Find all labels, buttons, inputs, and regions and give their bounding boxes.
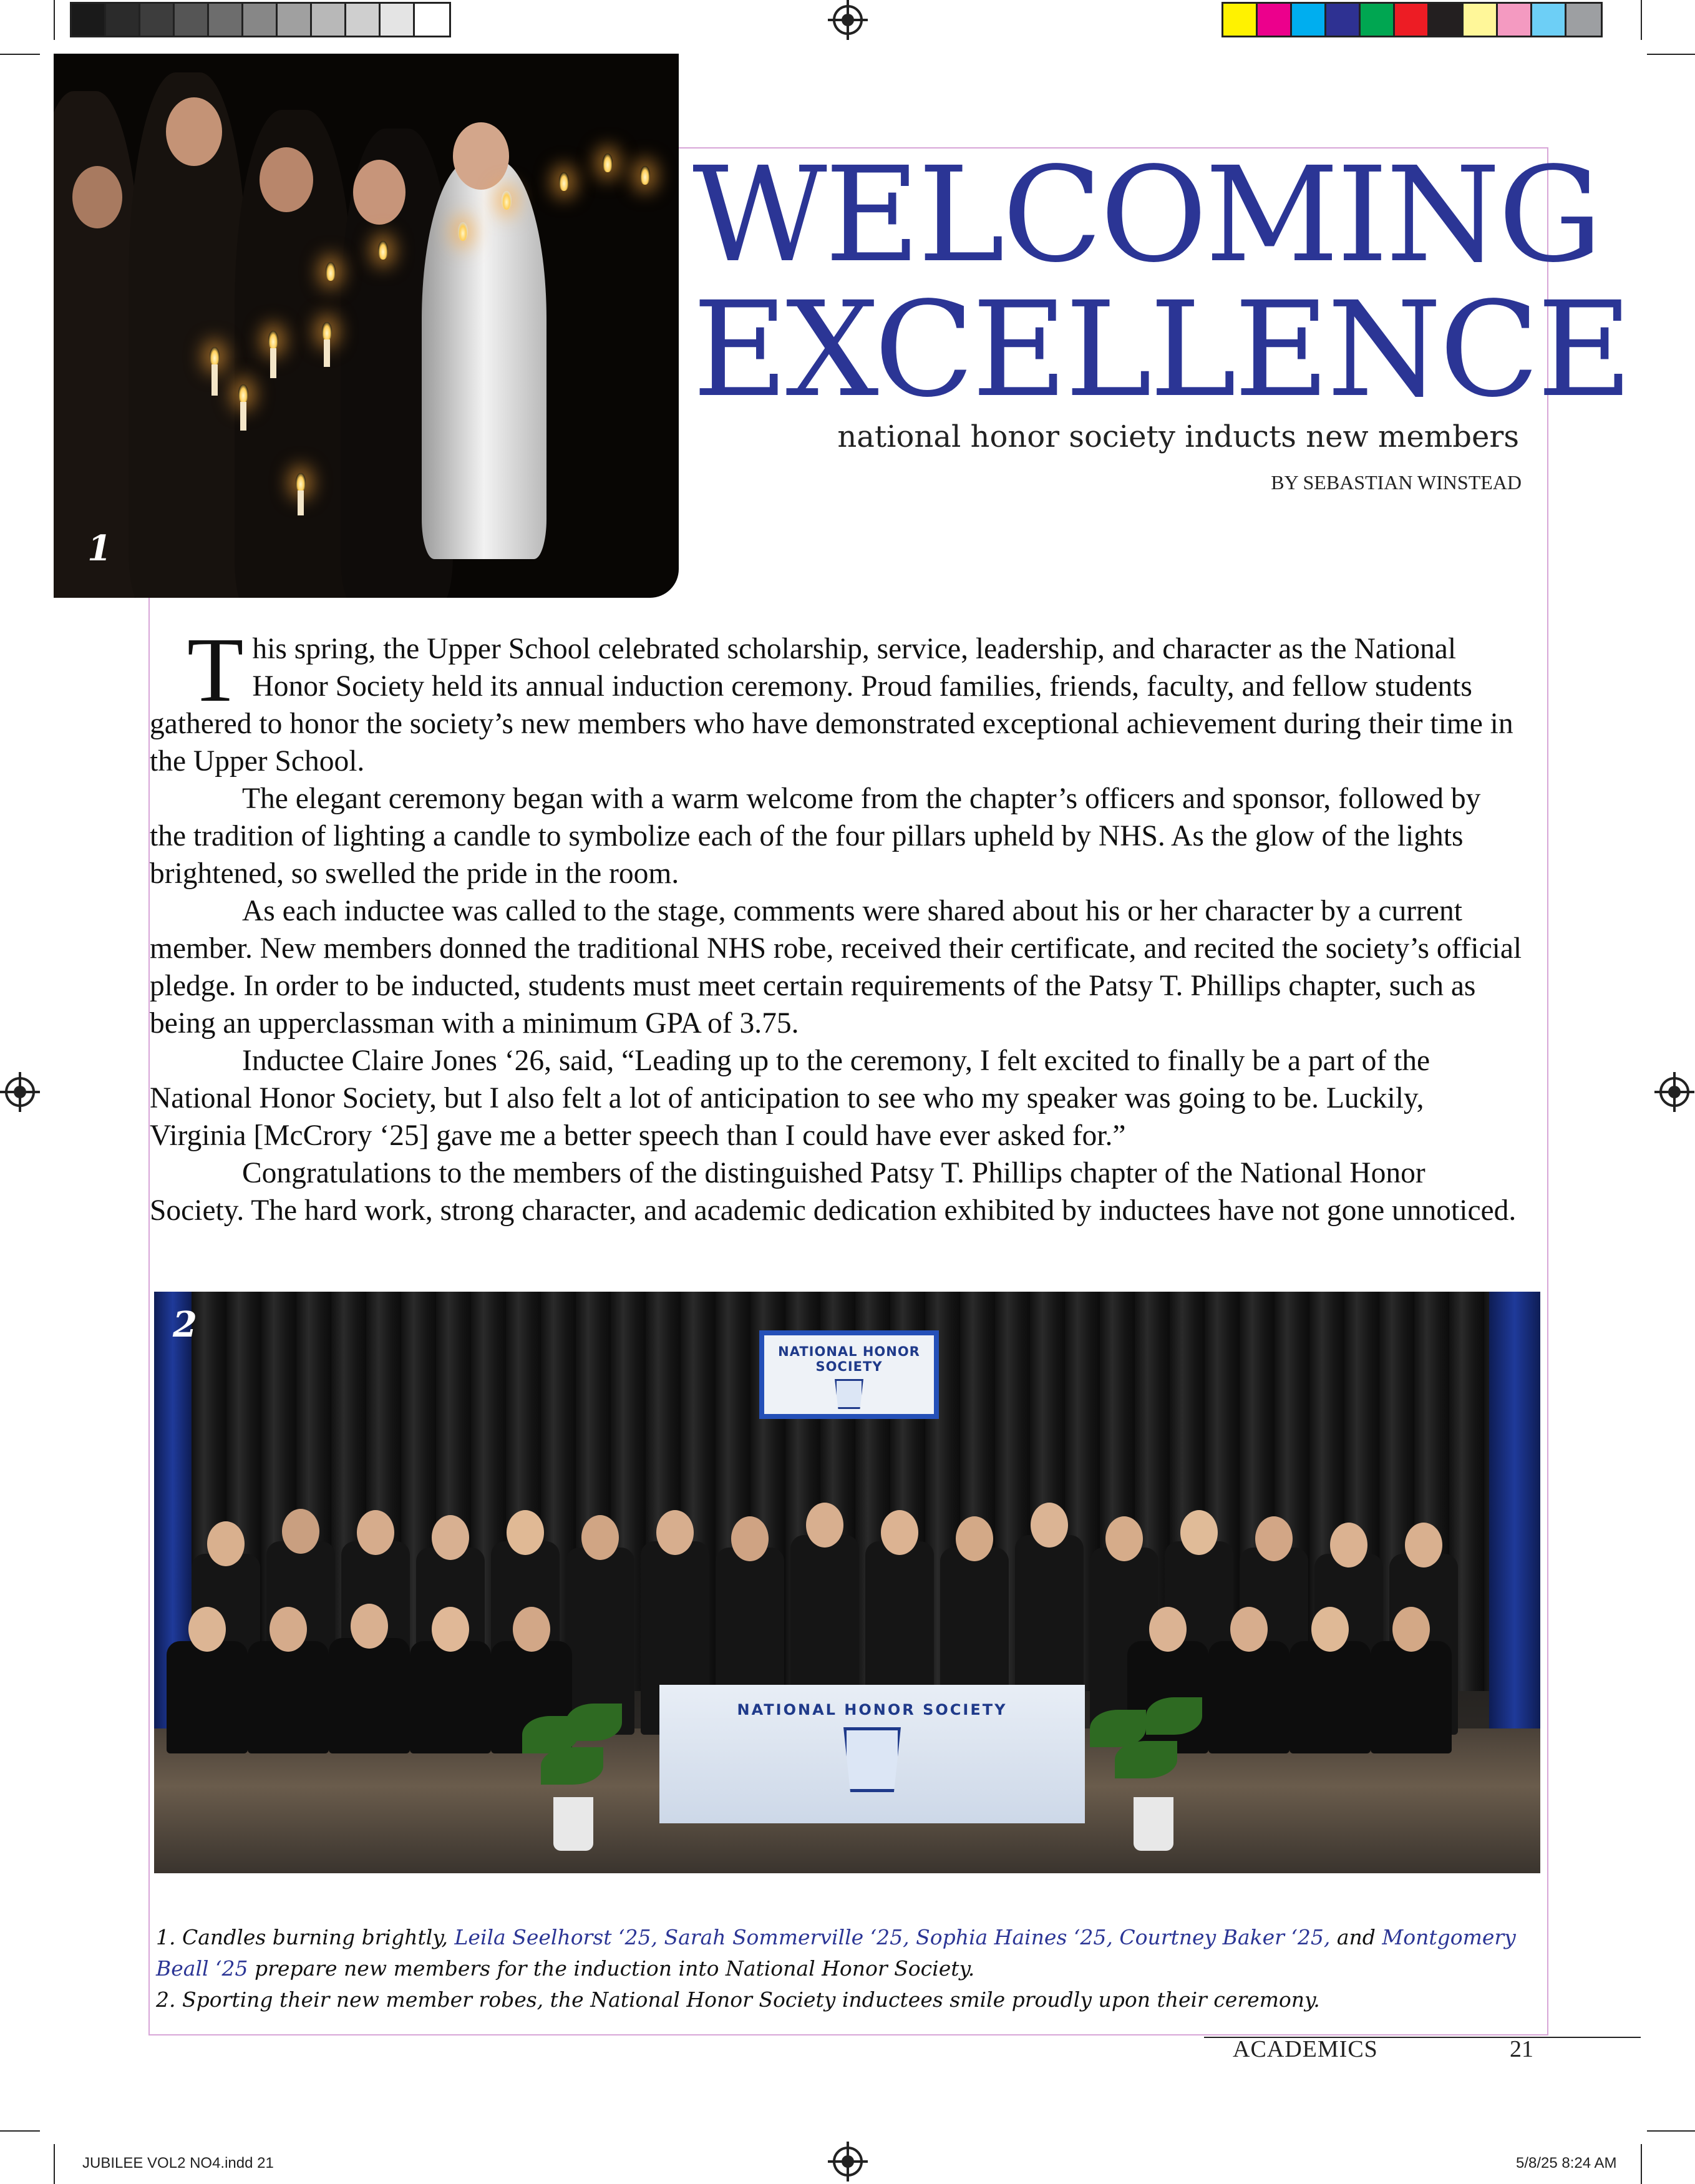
article-subtitle: national honor society inducts new members [837,419,1519,454]
face [432,1607,469,1652]
process-color-bar [1221,2,1603,37]
photo-number-label: 2 [173,1304,197,1345]
candle-flame [322,322,332,341]
candle-flame [238,384,248,403]
seated-inductee [329,1638,410,1753]
candle-flame [378,241,388,260]
face [1149,1607,1187,1652]
face [282,1509,319,1554]
crop-mark [0,2130,40,2132]
nhs-keystone-emblem [835,1379,863,1409]
paragraph-2: The elegant ceremony began with a warm welcome from the chapter’s officers and sponsor, followed by the tradition of lighting a candle to symbolize each of the four pillars upheld by NHS. As the glow of the lights brightened, so swelled the pride in the room. [150,782,1481,890]
photo-captions [156,1922,1541,2016]
face [956,1516,993,1561]
paragraph-5: Congratulations to the members of the distinguished Patsy T. Phillips chapter of the National Honor Society. The hard work, strong character, and academic dedication exhibited by inductees have not gone unnoticed. [150,1157,1517,1227]
nhs-keystone-emblem [843,1727,901,1792]
candle [298,490,304,515]
article-title-line-1: WELCOMING [692,139,1600,291]
nhs-hanging-banner [759,1330,939,1419]
seated-inductee [167,1641,248,1753]
face [806,1503,843,1548]
crop-mark [1647,54,1695,55]
face [357,1510,394,1555]
candle [211,364,218,396]
crop-mark [1641,0,1642,40]
face [1311,1607,1349,1652]
face [507,1510,544,1555]
face [1405,1523,1442,1567]
candle-flame [210,347,220,366]
seated-inductee [1289,1641,1371,1753]
face [581,1515,619,1560]
article-byline: BY SEBASTIAN WINSTEAD [1271,471,1522,494]
face [72,166,122,228]
paragraph-4: Inductee Claire Jones ‘26, said, “Leading up to the ceremony, I felt excited to finally be a part of the National Honor Society, but I also felt a lot of anticipation to see who my speaker was going to be. Luckily, Virginia [McCrory ‘25] gave me a better speech than I could have ever asked for.” [150,1045,1430,1152]
face [1105,1516,1143,1561]
candle [240,402,246,431]
potted-plant-right [1077,1697,1215,1853]
face [1230,1607,1268,1652]
candle-flame [640,166,650,185]
table-cloth-text: NATIONAL HONOR SOCIETY [737,1701,1008,1718]
face [166,97,222,166]
caption-1-names: Leila Seelhorst ‘25, Sarah Sommerville ‘25, Sophia Haines ‘25, Courtney Baker ‘25, [454,1925,1331,1949]
face [1330,1523,1367,1567]
crop-mark [54,2144,55,2184]
candle-flame [268,331,278,349]
paragraph-3: As each inductee was called to the stage, comments were shared about his or her character by a current member. New members donned the traditional NHS robe, received their certificate, and recited the society’s official pledge. In order to be inducted, students must meet certain requirements of the Patsy T. Phillips chapter, such as being an upperclassman with a minimum GPA of 3.75. [150,895,1522,1040]
article-body [150,619,1522,1229]
photo-candlelight-ceremony [54,54,679,598]
face [513,1607,550,1652]
paragraph-1-text: his spring, the Upper School celebrated scholarship, service, leadership, and character as the National Honor Society held its annual induction ceremony. Proud families, friends, faculty, and fellow students gathered to honor the society’s new members who have demonstrated exceptional achievement during their time in the Upper School. [150,633,1513,778]
face [351,1604,388,1649]
white-robed-member-figure [422,160,546,559]
caption-2: 2. Sporting their new member robes, the National Honor Society inductees smile proudly upon their ceremony. [156,1987,1320,2012]
crop-mark [1647,2130,1695,2132]
face [1180,1510,1218,1555]
article-title-line-2: EXCELLENCE [692,273,1631,426]
photo-number-label: 1 [87,528,112,569]
file-slug: JUBILEE VOL2 NO4.indd 21 [82,2155,274,2172]
seated-inductee [248,1641,329,1753]
candle-flame [559,172,569,191]
blue-side-curtain-right [1489,1292,1540,1753]
face [1255,1516,1293,1561]
seated-inductee [1208,1641,1289,1753]
candle-flame [296,473,306,492]
grayscale-color-bar [70,2,451,37]
face [353,160,406,225]
photo-inductees-group [154,1292,1540,1873]
crop-mark [1641,2144,1642,2184]
face [188,1607,226,1652]
seated-inductee [410,1641,491,1753]
candle-flame [603,154,613,172]
registration-mark-left [5,1077,35,1107]
face [881,1510,918,1555]
caption-1-name-last: Montgomery Beall ‘25 [156,1925,1516,1981]
drop-cap: T [187,619,244,721]
registration-mark-right [1659,1077,1689,1107]
crop-mark [54,0,55,40]
face [1031,1503,1068,1548]
registration-mark-bottom [833,2147,863,2177]
candle-flame [326,262,336,281]
banner-text: NATIONAL HONOR SOCIETY [778,1344,920,1374]
candle-flame [458,222,468,241]
section-label: ACADEMICS [1233,2036,1378,2062]
face [432,1515,469,1560]
print-timestamp: 5/8/25 8:24 AM [1516,2155,1617,2172]
registration-mark-top [833,5,863,35]
candle [270,348,276,378]
face [1392,1607,1430,1652]
page-number: 21 [1510,2036,1533,2062]
face [207,1521,245,1566]
face [260,147,313,212]
candle [324,339,330,367]
face [656,1510,694,1555]
candle-flame [502,191,512,210]
potted-plant-left [510,1704,634,1853]
nhs-draped-table [659,1685,1085,1823]
face [270,1607,307,1652]
paragraph-1 [150,619,1522,780]
seated-inductee [1371,1641,1452,1753]
face [731,1516,769,1561]
caption-1: 1. Candles burning brightly, Leila Seelhorst ‘25, Sarah Sommerville ‘25, Sophia Haines ‘25, Courtney Baker ‘25, and Montgomery Beall ‘25 prepare new members for the induction into National Honor Society. [156,1925,1516,1981]
crop-mark [0,54,40,55]
face [453,122,509,190]
